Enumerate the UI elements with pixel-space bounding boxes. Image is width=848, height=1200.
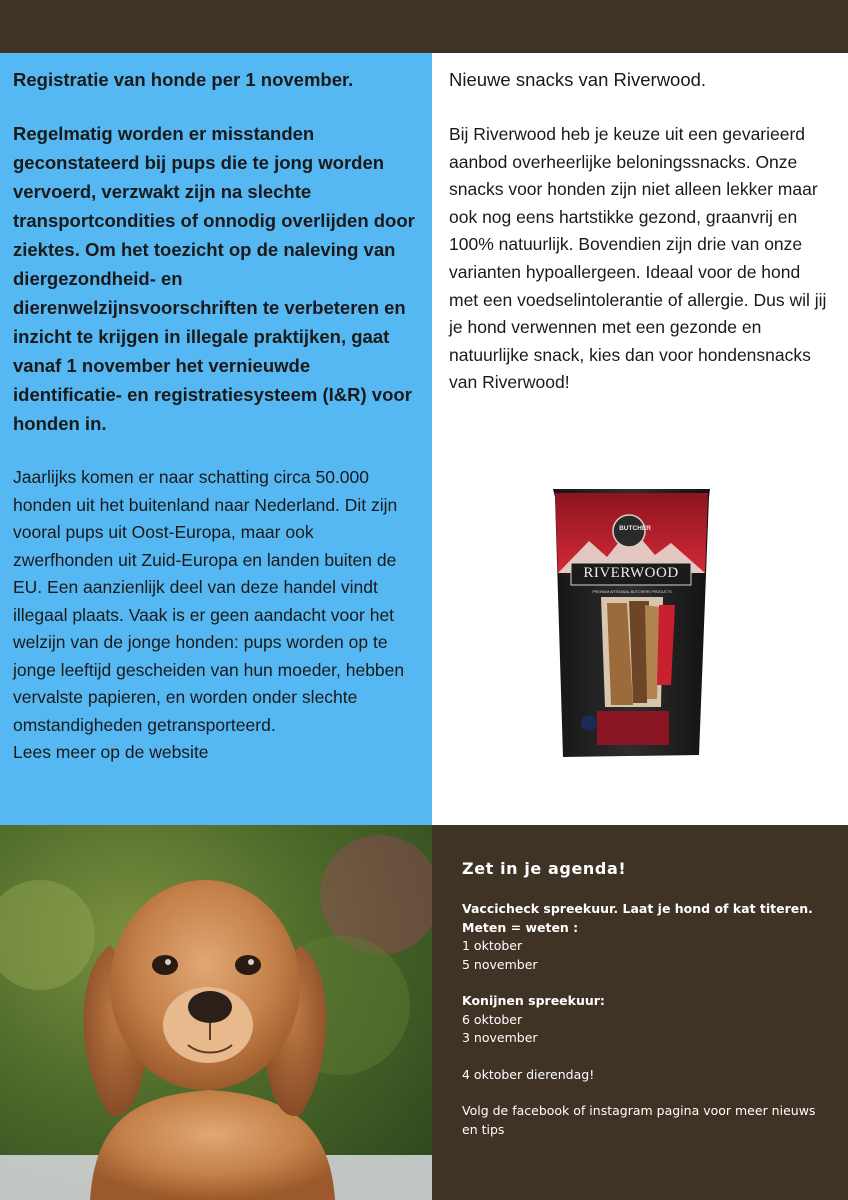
- top-banner: [0, 0, 848, 53]
- puppy-photo: [0, 825, 432, 1200]
- snacks-title: Nieuwe snacks van Riverwood.: [449, 69, 707, 90]
- product-badge-text: BUTCHER: [619, 525, 651, 532]
- vaccicheck-subtitle: Meten = weten :: [462, 919, 579, 935]
- read-more-link[interactable]: Lees meer op de website: [13, 742, 209, 762]
- product-tagline-text: PREMIUM ARTISANAL BUTCHERS PRODUCTS: [592, 590, 672, 594]
- article-body: Jaarlijks komen er naar schatting circa 50.000 honden uit het buitenland naar Nederland. Dit zijn vooral pups uit Oost-Europa, maar ook zwerfhonden uit Zuid-Europa en landen buiten de EU. Een aanzienlijk deel van deze handel vindt illegaal plaats. Vaak is er geen aandacht voor het welzijn van de jonge honden: pups worden op te jonge leeftijd gescheiden van hun moeder, hebben vervalste papieren, en worden onder slechte omstandigheden getransporteerd.: [13, 467, 405, 735]
- registration-article: [0, 53, 432, 825]
- puppy-illustration: [0, 825, 432, 1200]
- product-brand-text: RIVERWOOD: [583, 565, 679, 581]
- dierendag-block: [462, 1066, 818, 1085]
- vaccicheck-date: 1 oktober: [462, 938, 523, 953]
- agenda-panel: [432, 825, 848, 1200]
- dierendag-text: 4 oktober dierendag!: [462, 1066, 595, 1082]
- snacks-body: Bij Riverwood heb je keuze uit een gevarieerd aanbod overheerlijke beloningssnacks. Onze snacks voor honden zijn niet alleen lekker maar ook nog eens hartstikke gezond, graanvrij en 100% natuurlijk. Bovendien zijn drie van onze varianten hypoallergeen. Ideaal voor de hond met een voedselintolerantie of allergie. Dus wil jij je hond verwennen met een gezonde en natuurlijke snack, kies dan voor hondensnacks van Riverwood!: [449, 124, 827, 393]
- vaccicheck-date: 5 november: [462, 956, 538, 972]
- article-lead: Regelmatig worden er misstanden geconstateerd bij pups die te jong worden vervoerd, verzwakt zijn na slechte transportcondities of onnodig overlijden door ziektes. Om het toezicht op de naleving van diergezondheid- en dierenwelzijnsvoorschriften te verbeteren en inzicht te krijgen in illegale praktijken, gaat vanaf 1 november het vernieuwde identificatie- en registratiesysteem (I&R) voor honden in.: [13, 123, 415, 434]
- konijnen-title: Konijnen spreekuur:: [462, 993, 605, 1008]
- konijnen-date: 3 november: [462, 1030, 538, 1045]
- social-block: [462, 1102, 818, 1139]
- konijnen-date: 6 oktober: [462, 1011, 523, 1027]
- snacks-article: [432, 53, 848, 825]
- vaccicheck-block: [462, 900, 818, 974]
- article-title: Registratie van honde per 1 november.: [13, 69, 354, 90]
- konijnen-block: [462, 992, 818, 1048]
- agenda-title: Zet in je agenda!: [462, 859, 627, 878]
- social-text: Volg de facebook of instagram pagina voor meer nieuws en tips: [462, 1103, 816, 1137]
- vaccicheck-title: Vaccicheck spreekuur. Laat je hond of kat titeren.: [462, 901, 813, 916]
